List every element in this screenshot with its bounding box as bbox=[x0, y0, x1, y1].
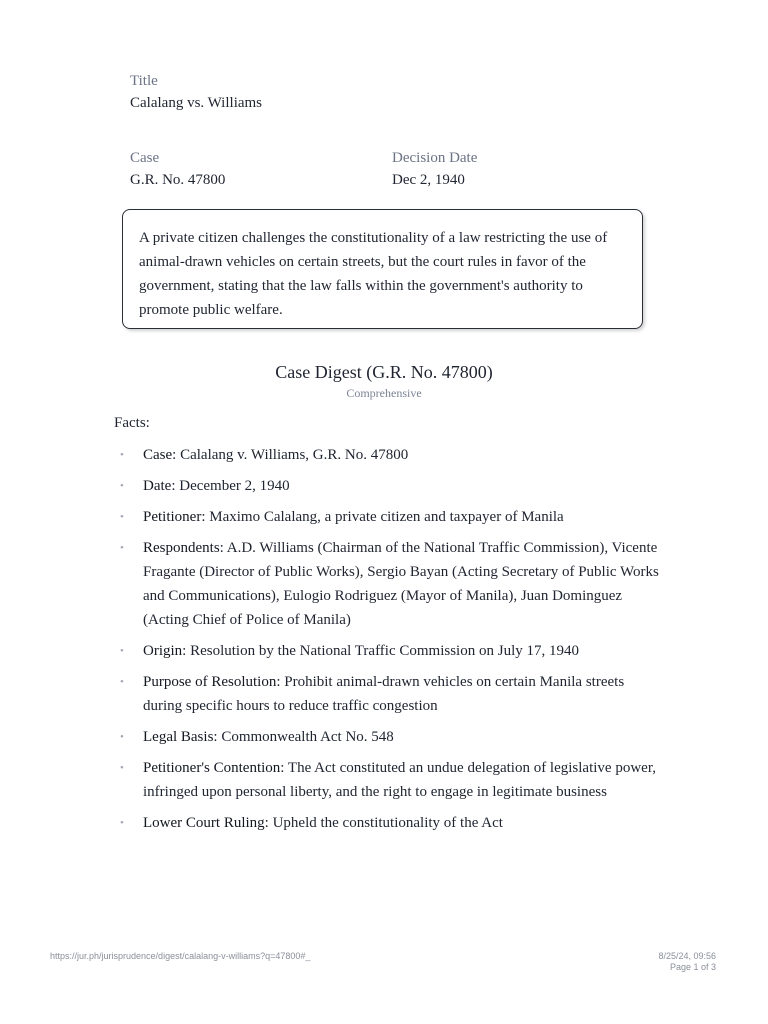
digest-title: Case Digest (G.R. No. 47800) bbox=[275, 362, 493, 382]
list-item bbox=[114, 536, 659, 632]
bullet-icon: • bbox=[120, 449, 124, 461]
footer-timestamp: 8/25/24, 09:56 bbox=[658, 951, 716, 961]
bullet-icon: • bbox=[120, 645, 124, 657]
digest-subtitle: Comprehensive bbox=[346, 386, 422, 400]
fact-key: Respondents bbox=[143, 540, 220, 556]
bullet-icon: • bbox=[120, 511, 124, 523]
fact-text: : December 2, 1940 bbox=[171, 478, 290, 494]
footer-url: https://jur.ph/jurisprudence/digest/calalang-v-williams?q=47800#_ bbox=[50, 951, 311, 961]
bullet-icon: • bbox=[120, 542, 124, 554]
bullet-icon: • bbox=[120, 676, 124, 688]
list-item bbox=[114, 443, 659, 467]
footer-meta bbox=[658, 951, 716, 973]
fact-key: Origin bbox=[143, 643, 183, 659]
bullet-icon: • bbox=[120, 731, 124, 743]
title-label: Title bbox=[130, 73, 158, 89]
fact-key: Lower Court Ruling bbox=[143, 815, 265, 831]
fact-key: Legal Basis bbox=[143, 729, 214, 745]
list-item bbox=[114, 505, 659, 529]
list-item bbox=[114, 639, 659, 663]
list-item bbox=[114, 725, 659, 749]
case-label: Case bbox=[130, 150, 160, 166]
decision-date-value: Dec 2, 1940 bbox=[392, 172, 465, 188]
fact-key: Case bbox=[143, 447, 173, 463]
fact-text: : Calalang v. Williams, G.R. No. 47800 bbox=[172, 447, 409, 463]
list-item bbox=[114, 474, 659, 498]
fact-text: : Prohibit animal-drawn vehicles on certain Manila streets during specific hours to reduce traffic congestion bbox=[143, 674, 625, 714]
list-item bbox=[114, 670, 659, 718]
fact-key: Petitioner bbox=[143, 509, 202, 525]
fact-text: : Resolution by the National Traffic Commission on July 17, 1940 bbox=[182, 643, 579, 659]
decision-date-label: Decision Date bbox=[392, 150, 478, 166]
fact-text: : The Act constituted an undue delegation of legislative power, infringed upon personal liberty, and the right to engage in legitimate business bbox=[143, 760, 656, 800]
summary-text: A private citizen challenges the constitutionality of a law restricting the use of animal-drawn vehicles on certain streets, but the court rules in favor of the government, stating that the law falls within the government's authority to promote public welfare. bbox=[139, 230, 608, 318]
summary-box bbox=[122, 209, 643, 329]
fact-key: Date bbox=[143, 478, 172, 494]
fact-text: : A.D. Williams (Chairman of the National Traffic Commission), Vicente Fragante (Director of Public Works), Sergio Bayan (Acting Secretary of Public Works and Communications), Eulogio Rodriguez (Mayor of Manila), Juan Dominguez (Acting Chief of Police of Manila) bbox=[143, 540, 659, 628]
fact-text: : Maximo Calalang, a private citizen and taxpayer of Manila bbox=[201, 509, 564, 525]
bullet-icon: • bbox=[120, 817, 124, 829]
footer-page-number: Page 1 of 3 bbox=[669, 962, 716, 972]
facts-list bbox=[114, 443, 659, 842]
fact-text: : Upheld the constitutionality of the Act bbox=[264, 815, 503, 831]
facts-heading: Facts: bbox=[114, 415, 150, 431]
case-value: G.R. No. 47800 bbox=[130, 172, 226, 188]
bullet-icon: • bbox=[120, 480, 124, 492]
title-value: Calalang vs. Williams bbox=[130, 95, 263, 111]
bullet-icon: • bbox=[120, 762, 124, 774]
fact-key: Purpose of Resolution bbox=[143, 674, 277, 690]
fact-key: Petitioner's Contention bbox=[143, 760, 281, 776]
list-item bbox=[114, 811, 659, 835]
list-item bbox=[114, 756, 659, 804]
fact-text: : Commonwealth Act No. 548 bbox=[213, 729, 394, 745]
